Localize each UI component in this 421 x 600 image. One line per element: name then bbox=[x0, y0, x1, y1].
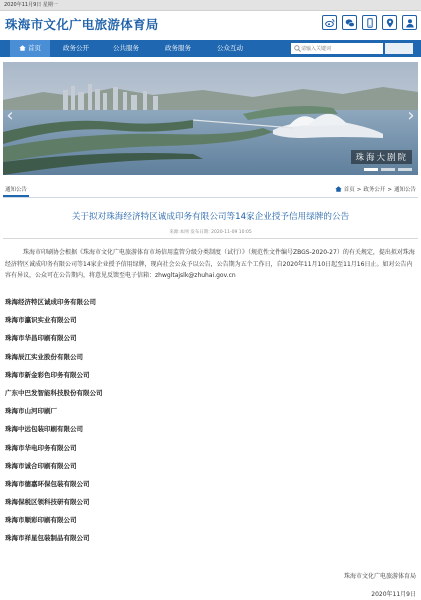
signature-org: 珠海市文化广电旅游体育局 bbox=[343, 573, 416, 580]
search-input[interactable] bbox=[291, 43, 383, 54]
user-icon[interactable] bbox=[402, 15, 417, 30]
company-list bbox=[5, 297, 103, 552]
list-item: 珠海辰江实业股份有限公司 bbox=[5, 352, 83, 361]
list-item: 珠海市华电印务有限公司 bbox=[5, 443, 77, 452]
article-meta: 来源:本网 发布日期: 2020-11-09 10:05 bbox=[169, 230, 252, 235]
banner-dot-3[interactable] bbox=[398, 168, 412, 171]
list-item: 珠海市顺彩印刷有限公司 bbox=[5, 516, 77, 525]
nav-gov-open[interactable]: 政务公开 bbox=[63, 44, 89, 52]
breadcrumb-gov-open[interactable]: 政务公开 bbox=[363, 187, 386, 193]
list-item: 珠海市德嘉环保包装有限公司 bbox=[5, 479, 90, 488]
header-icon-group bbox=[322, 15, 417, 30]
banner-dot-1[interactable] bbox=[364, 168, 378, 171]
weibo-icon[interactable] bbox=[322, 15, 337, 30]
list-item: 珠海市华昌印刷有限公司 bbox=[5, 334, 77, 343]
nav-public-service[interactable]: 公共服务 bbox=[113, 44, 139, 52]
list-item: 珠海市诚合印刷有限公司 bbox=[5, 461, 77, 470]
breadcrumb-separator: > bbox=[387, 187, 392, 193]
breadcrumb-separator: > bbox=[356, 187, 362, 193]
breadcrumb-notices[interactable]: 通知公告 bbox=[393, 187, 416, 193]
location-icon[interactable] bbox=[382, 15, 397, 30]
banner-pagination bbox=[364, 168, 412, 171]
article-body: 珠海市印刷协会根据《珠海市文化广电旅游体育市场信用监管分级分类制度（试行）》（规范性文件编号ZBGS-2020-27）的有关规定，提出拟对珠海经济特区诚成印务有限公司等14家企业授予信用绿牌，现向社会公众予以公告，公告期为五个工作日，自2020年11月10日起至11月16日止。如对公告内容有异议，公众可在公告期内，将意见反馈至电子信箱：zhwgltajslk@zhuhai.gov.cn bbox=[5, 249, 415, 279]
list-item: 珠海市瀛识实业有限公司 bbox=[5, 316, 77, 325]
top-date-bar bbox=[0, 0, 421, 11]
signature-date: 2020年11月9日 bbox=[371, 591, 416, 598]
list-item: 珠海市新金彩色印务有限公司 bbox=[5, 370, 90, 379]
wechat-icon[interactable] bbox=[342, 15, 357, 30]
search-button[interactable] bbox=[385, 43, 413, 54]
current-date: 2020年11月9日 星期一 bbox=[4, 2, 58, 8]
banner-prev-arrow[interactable]: ‹ bbox=[6, 105, 14, 126]
banner-dot-2[interactable] bbox=[381, 168, 395, 171]
search-icon bbox=[294, 45, 301, 52]
list-item: 珠海保税区领科技研有限公司 bbox=[5, 498, 90, 507]
breadcrumb bbox=[335, 184, 416, 197]
article-title: 关于拟对珠海经济特区诚成印务有限公司等14家企业授予信用绿牌的公告 bbox=[71, 212, 350, 222]
list-item: 珠海市祥星包装制品有限公司 bbox=[5, 534, 90, 543]
site-title[interactable]: 珠海市文化广电旅游体育局 bbox=[5, 17, 159, 32]
article-divider bbox=[3, 238, 418, 239]
list-item: 珠海经济特区诚成印务有限公司 bbox=[5, 298, 96, 306]
mobile-icon[interactable] bbox=[362, 15, 377, 30]
banner-next-arrow[interactable]: › bbox=[407, 105, 415, 126]
breadcrumb-home[interactable]: 首页 bbox=[343, 187, 355, 193]
home-icon bbox=[19, 45, 26, 51]
nav-public-interaction[interactable]: 公众互动 bbox=[217, 44, 243, 52]
main-nav bbox=[0, 40, 421, 57]
breadcrumb-bar bbox=[3, 184, 418, 198]
nav-gov-service[interactable]: 政务服务 bbox=[165, 44, 191, 52]
hero-banner[interactable] bbox=[3, 62, 418, 175]
section-tab[interactable]: 通知公告 bbox=[3, 184, 29, 197]
home-icon bbox=[335, 186, 342, 192]
list-item: 珠海市山河印刷厂 bbox=[5, 407, 57, 416]
banner-caption: 珠海大剧院 bbox=[351, 150, 412, 164]
nav-home[interactable]: 首页 bbox=[10, 40, 50, 57]
list-item: 广东中巴发智能科技股份有限公司 bbox=[5, 388, 103, 397]
list-item: 珠海中远包装印刷有限公司 bbox=[5, 425, 83, 434]
site-header bbox=[0, 11, 421, 39]
